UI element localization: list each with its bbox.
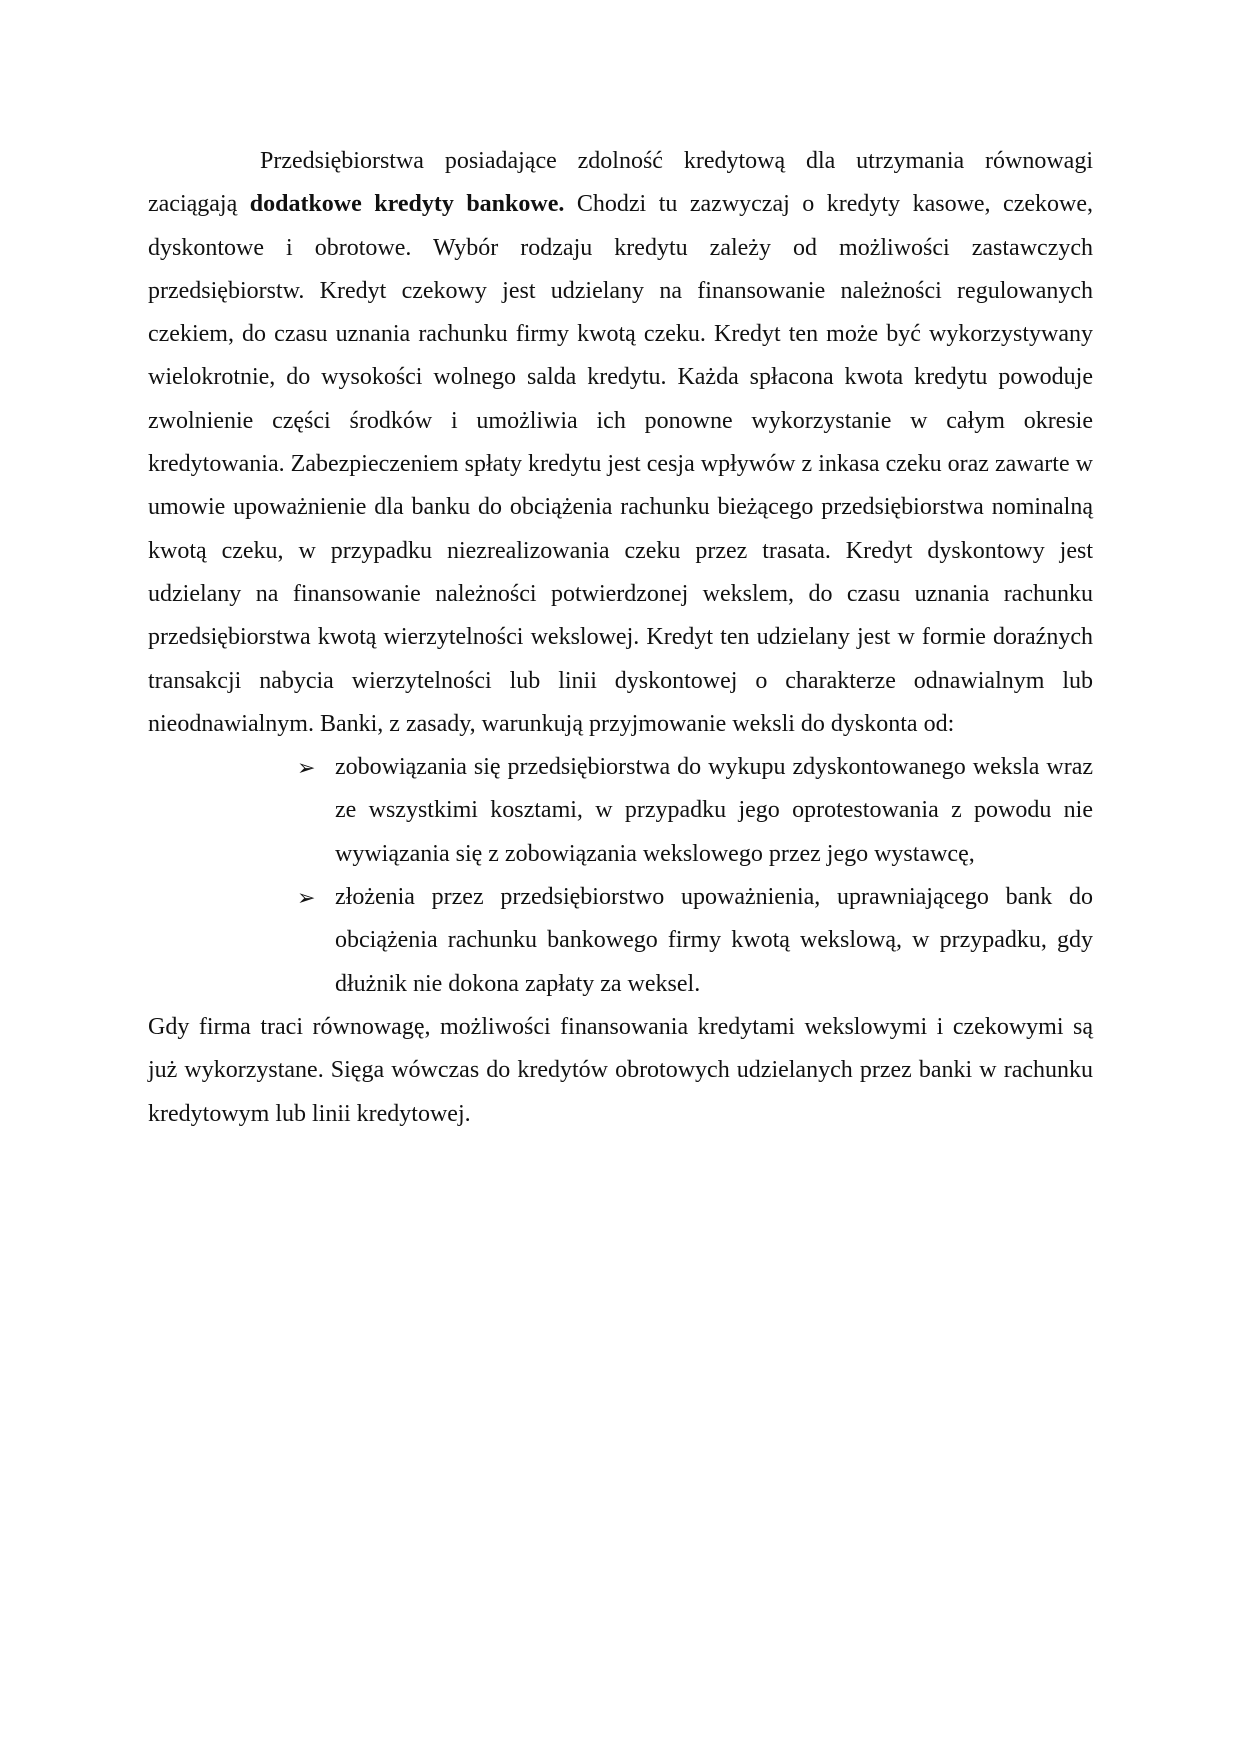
discount-conditions-list	[148, 746, 1093, 1006]
arrow-bullet-icon: ➢	[297, 755, 316, 781]
list-item	[297, 876, 1093, 1006]
list-item-text: zobowiązania się przedsiębiorstwa do wykupu zdyskontowanego weksla wraz ze wszystkimi kosztami, w przypadku jego oprotestowania z powodu nie wywiązania się z zobowiązania wekslowego przez jego wystawcę,	[335, 754, 1093, 867]
bold-phrase-bank-credits: dodatkowe kredyty bankowe.	[249, 191, 565, 218]
document-body	[148, 140, 1093, 1136]
list-item	[297, 746, 1093, 876]
paragraph-working-capital-credits: Gdy firma traci równowagę, możliwości finansowania kredytami wekslowymi i czekowymi są już wykorzystane. Sięga wówczas do kredytów obrotowych udzielanych przez banki w rachunku kredytowym lub linii kredytowej.	[148, 1013, 1093, 1127]
arrow-bullet-icon: ➢	[297, 885, 316, 911]
paragraph-credit-types	[148, 140, 1093, 746]
list-item-text: złożenia przez przedsiębiorstwo upoważnienia, uprawniającego bank do obciążenia rachunku bankowego firmy kwotą wekslową, w przypadku, gdy dłużnik nie dokona zapłaty za weksel.	[335, 884, 1093, 997]
paragraph-continuation-text: Chodzi tu zazwyczaj o kredyty kasowe, czekowe, dyskontowe i obrotowe. Wybór rodzaju kredytu zależy od możliwości zastawczych przedsiębiorstw. Kredyt czekowy jest udzielany na finansowanie należności regulowanych czekiem, do czasu uznania rachunku firmy kwotą czeku. Kredyt ten może być wykorzystywany wielokrotnie, do wysokości wolnego salda kredytu. Każda spłacona kwota kredytu powoduje zwolnienie części środków i umożliwia ich ponowne wykorzystanie w całym okresie kredytowania. Zabezpieczeniem spłaty kredytu jest cesja wpływów z inkasa czeku oraz zawarte w umowie upoważnienie dla banku do obciążenia rachunku bieżącego przedsiębiorstwa nominalną kwotą czeku, w przypadku niezrealizowania czeku przez trasata. Kredyt dyskontowy jest udzielany na finansowanie należności potwierdzonej wekslem, do czasu uznania rachunku przedsiębiorstwa kwotą wierzytelności wekslowej. Kredyt ten udzielany jest w formie doraźnych transakcji nabycia wierzytelności lub linii dyskontowej o charakterze odnawialnym lub nieodnawialnym. Banki, z zasady, warunkują przyjmowanie weksli do dyskonta od:	[148, 191, 1093, 737]
paragraph-intro-text: Przedsiębiorstwa posiadające zdolność kredytową dla utrzymania równowagi zaciągają	[148, 148, 1093, 218]
